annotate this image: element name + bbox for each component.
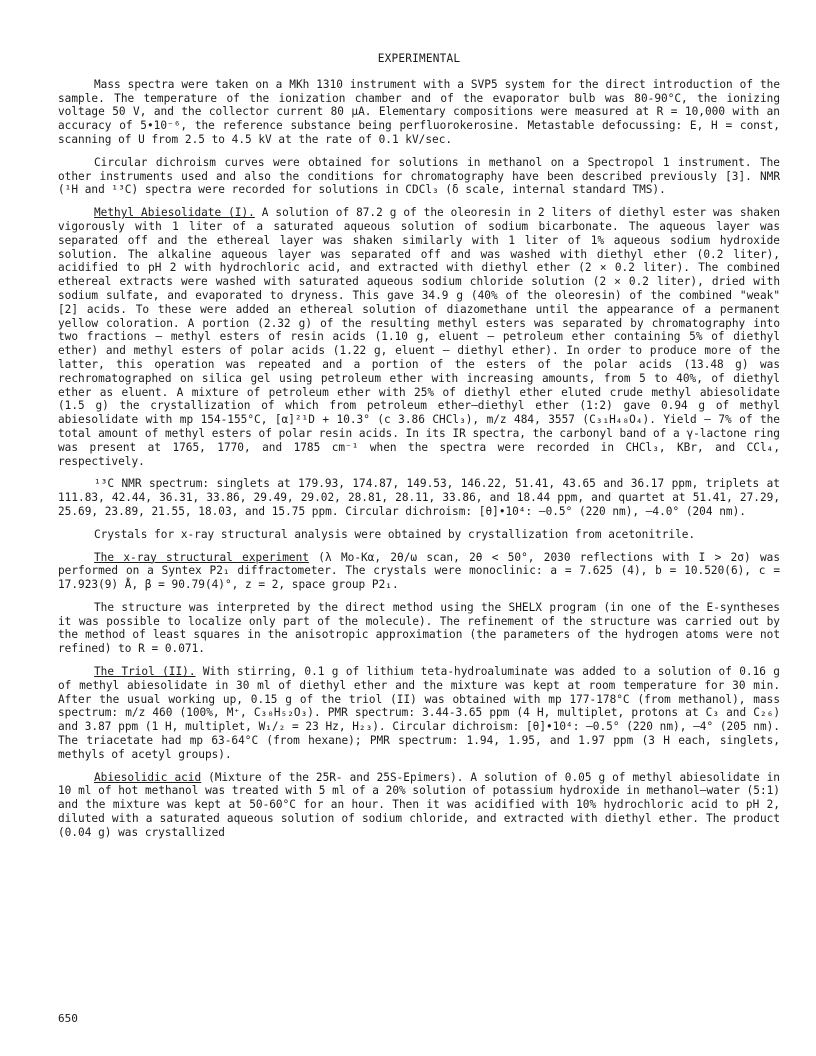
paragraph-triol xyxy=(58,665,780,762)
page-body xyxy=(58,52,780,840)
paragraph-text: (λ Mo-Kα, 2θ/ω scan, 2θ < 50°, 2030 reflections with I > 2σ) was performed on a Syntex P2₁ diffractometer. The crystals were monoclinic: a = 7.625 (4), b = 10.520(6), c = 17.923(9) Å, β = 90.79(4)°, z = 2, space group P2₁. xyxy=(58,550,780,592)
paragraph-text: Circular dichroism curves were obtained for solutions in methanol on a Spectropol 1 instrument. The other instruments used and also the conditions for chromatography have been described previously [3]. NMR (¹H and ¹³C) spectra were recorded for solutions in CDCl₃ (δ scale, internal standard TMS). xyxy=(58,155,780,197)
paragraph-mass-spectra xyxy=(58,78,780,147)
paragraph-text: Crystals for x-ray structural analysis were obtained by crystallization from acetonitrile. xyxy=(94,527,696,541)
paragraph-c13-nmr xyxy=(58,477,780,518)
paragraph-text: (Mixture of the 25R- and 25S-Epimers). A solution of 0.05 g of methyl abiesolidate in 10 ml of hot methanol was treated with 5 ml of a 20% solution of potassium hydroxide in methanol—water (5:1) and the mixture was kept at 50-60°C for an hour. Then it was acidified with 10% hydrochloric acid to pH 2, diluted with a saturated aqueous solution of sodium chloride, and extracted with diethyl ether. The product (0.04 g) was crystallized xyxy=(58,770,780,839)
paragraph-text: The structure was interpreted by the direct method using the SHELX program (in one of the E-syntheses it was possible to localize only part of the molecule). The refinement of the structure was carried out by the method of least squares in the anisotropic approximation (the parameters of the hydrogen atoms were not refined) to R = 0.071. xyxy=(58,600,780,656)
paragraph-lead: Abiesolidic acid xyxy=(94,770,202,784)
page-number: 650 xyxy=(58,1012,78,1025)
paragraph-structure xyxy=(58,601,780,656)
paragraph-lead: The x-ray structural experiment xyxy=(94,550,309,564)
paragraph-lead: Methyl Abiesolidate (I). xyxy=(94,206,255,220)
paragraph-xray-experiment xyxy=(58,551,780,592)
paragraph-crystals xyxy=(58,528,780,542)
section-heading: EXPERIMENTAL xyxy=(377,52,461,65)
paragraph-methyl-abiesolidate xyxy=(58,206,780,468)
paragraph-circular-dichroism xyxy=(58,156,780,197)
paragraph-abiesolidic-acid xyxy=(58,771,780,840)
paragraph-text: Mass spectra were taken on a MKh 1310 instrument with a SVP5 system for the direct introduction of the sample. The temperature of the ionization chamber and of the evaporator bulb was 80-90°C, the ionizing voltage 50 V, and the collector current 80 μA. Elementary compositions were measured at R = 10,000 with an accuracy of 5•10⁻⁶, the reference substance being perfluorokerosine. Metastable defocussing: E, H = const, scanning of U from 2.5 to 4.5 kV at the rate of 0.1 kV/sec. xyxy=(58,77,780,146)
paragraph-text: ¹³C NMR spectrum: singlets at 179.93, 174.87, 149.53, 146.22, 51.41, 43.65 and 36.17 ppm, triplets at 111.83, 42.44, 36.31, 33.86, 29.49, 29.02, 28.81, 28.11, 33.86, and 18.44 ppm, and quartet at 51.41, 27.29, 25.69, 23.89, 21.55, 18.03, and 15.75 ppm. Circular dichroism: [θ]•10⁴: —0.5° (220 nm), —4.0° (204 nm). xyxy=(58,477,780,518)
paragraph-lead: The Triol (II). xyxy=(94,665,196,679)
paragraph-text: A solution of 87.2 g of the oleoresin in 2 liters of diethyl ester was shaken vigorously with 1 liter of a saturated aqueous solution of sodium bicarbonate. The aqueous layer was separated off and the ethereal layer was shaken similarly with 1 liter of 1% aqueous sodium hydroxide solution. The alkaline aqueous layer was separated off and was washed with diethyl ether (0.2 liter), acidified to pH 2 with hydrochloric acid, and extracted with diethyl ether (2 × 0.2 liter). The combined ethereal extracts were washed with saturated aqueous sodium chloride solution (2 × 0.2 liter), dried with sodium sulfate, and evaporated to dryness. This gave 34.9 g (40% of the oleoresin) of the combined "weak" [2] acids. To these were added an ethereal solution of diazomethane until the appearance of a permanent yellow coloration. A portion (2.32 g) of the resulting methyl esters was separated by chromatography into two fractions — methyl esters of resin acids (1.10 g, eluent — petroleum ether containing 5% of diethyl ether) and methyl esters of polar acids (1.22 g, eluent — diethyl ether). In order to produce more of the latter, this operation was repeated and a portion of the esters of the polar acids (13.48 g) was rechromatographed on silica gel using petroleum ether with increasing amounts, from 5 to 40%, of diethyl ether as eluent. A mixture of petroleum ether with 25% of diethyl ether eluted crude methyl abiesolidate (1.5 g) the crystallization of which from petroleum ether—diethyl ether (1:2) gave 0.94 g of methyl abiesolidate with mp 154-155°C, [α]²¹D + 10.3° (c 3.86 CHCl₃), m/z 484, 3557 (C₃₁H₄₈O₄). Yield — 7% of the total amount of methyl esters of polar resin acids. In its IR spectra, the carbonyl band of a γ-lactone ring was present at 1765, 1770, and 1785 cm⁻¹ when the spectra were recorded in CHCl₃, KBr, and CCl₄, respectively. xyxy=(58,206,780,468)
paragraph-text: With stirring, 0.1 g of lithium teta-hydroaluminate was added to a solution of 0.16 g of methyl abiesolidate in 30 ml of diethyl ether and the mixture was kept at room temperature for 30 min. After the usual working up, 0.15 g of the triol (II) was obtained with mp 177-178°C (from methanol), mass spectrum: m/z 460 (100%, M⁺, C₃₀H₅₂O₃). PMR spectrum: 3.44-3.65 ppm (4 H, multiplet, protons at C₃ and C₂₆) and 3.87 ppm (1 H, multiplet, W₁/₂ = 23 Hz, H₂₃). Circular dichroism: [θ]•10⁴: —0.5° (220 nm), —4° (205 nm). The triacetate had mp 63-64°C (from hexane); PMR spectrum: 1.94, 1.95, and 1.97 ppm (3 H each, singlets, methyls of acetyl groups). xyxy=(58,665,780,761)
